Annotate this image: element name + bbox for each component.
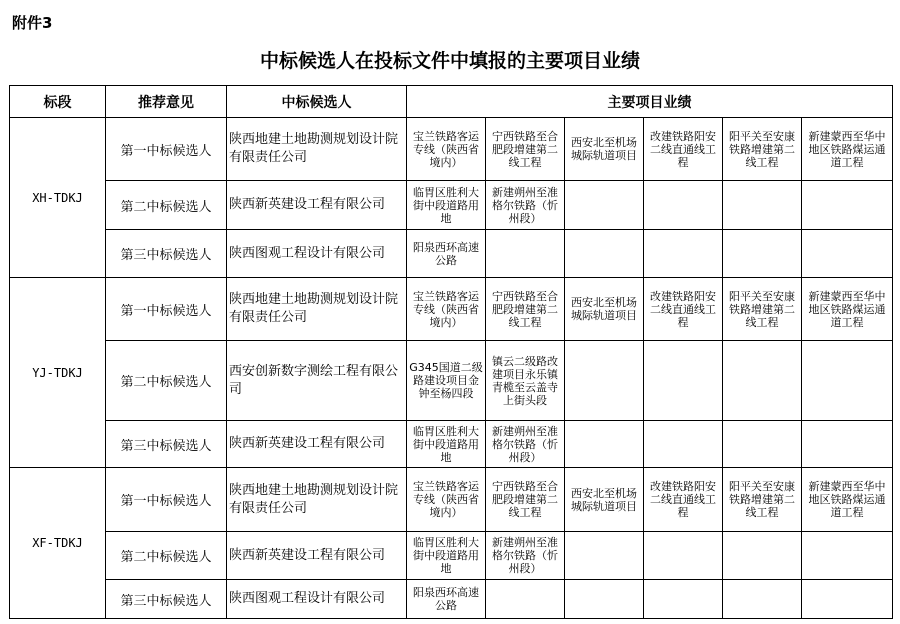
section-code: XF-TDKJ: [10, 468, 106, 619]
candidate-cell: 陕西图观工程设计有限公司: [227, 230, 407, 278]
project-cell: 新建朔州至准格尔铁路（忻州段）: [486, 532, 565, 580]
project-cell: 阳平关至安康铁路增建第二线工程: [723, 278, 802, 341]
project-cell: 阳泉西环高速公路: [407, 580, 486, 619]
project-cell: 西安北至机场城际轨道项目: [565, 278, 644, 341]
header-row: [10, 86, 893, 118]
project-cell: [644, 181, 723, 230]
table-row: [10, 278, 893, 341]
project-cell: 临胃区胜利大街中段道路用地: [407, 532, 486, 580]
project-cell: 宁西铁路至合肥段增建第二线工程: [486, 118, 565, 181]
project-cell: [644, 230, 723, 278]
table-row: [10, 468, 893, 532]
recommendation-cell: 第三中标候选人: [106, 230, 227, 278]
project-cell: [723, 532, 802, 580]
project-cell: G345国道二级路建设项目金钟至杨四段: [407, 341, 486, 421]
project-cell: 宝兰铁路客运专线（陕西省境内）: [407, 278, 486, 341]
project-cell: [644, 421, 723, 468]
project-cell: 改建铁路阳安二线直通线工程: [644, 468, 723, 532]
project-cell: [486, 580, 565, 619]
project-cell: [565, 421, 644, 468]
header-projects: 主要项目业绩: [407, 86, 893, 118]
project-cell: [723, 181, 802, 230]
project-cell: [723, 230, 802, 278]
project-cell: [565, 230, 644, 278]
project-cell: [565, 580, 644, 619]
section-code: YJ-TDKJ: [10, 278, 106, 468]
table-row: [10, 230, 893, 278]
recommendation-cell: 第三中标候选人: [106, 580, 227, 619]
project-cell: [802, 421, 893, 468]
table-row: [10, 341, 893, 421]
recommendation-cell: 第一中标候选人: [106, 468, 227, 532]
project-cell: [802, 230, 893, 278]
candidate-cell: 陕西图观工程设计有限公司: [227, 580, 407, 619]
project-cell: 宝兰铁路客运专线（陕西省境内）: [407, 468, 486, 532]
candidate-cell: 西安创新数字测绘工程有限公司: [227, 341, 407, 421]
project-cell: 宁西铁路至合肥段增建第二线工程: [486, 468, 565, 532]
project-cell: 新建蒙西至华中地区铁路煤运通道工程: [802, 468, 893, 532]
project-cell: 阳泉西环高速公路: [407, 230, 486, 278]
header-section: 标段: [10, 86, 106, 118]
project-cell: [644, 580, 723, 619]
recommendation-cell: 第二中标候选人: [106, 532, 227, 580]
candidate-cell: 陕西新英建设工程有限公司: [227, 532, 407, 580]
table-row: [10, 532, 893, 580]
recommendation-cell: 第二中标候选人: [106, 181, 227, 230]
project-cell: [802, 532, 893, 580]
project-cell: [644, 532, 723, 580]
project-cell: 西安北至机场城际轨道项目: [565, 468, 644, 532]
project-cell: 改建铁路阳安二线直通线工程: [644, 278, 723, 341]
project-cell: [723, 421, 802, 468]
project-cell: 西安北至机场城际轨道项目: [565, 118, 644, 181]
project-cell: [802, 580, 893, 619]
table-row: [10, 421, 893, 468]
table-row: [10, 181, 893, 230]
candidate-cell: 陕西新英建设工程有限公司: [227, 421, 407, 468]
project-cell: 宝兰铁路客运专线（陕西省境内）: [407, 118, 486, 181]
table-row: [10, 580, 893, 619]
recommendation-cell: 第三中标候选人: [106, 421, 227, 468]
project-cell: [802, 181, 893, 230]
header-recommendation: 推荐意见: [106, 86, 227, 118]
section-code: XH-TDKJ: [10, 118, 106, 278]
performance-table: [9, 85, 893, 619]
project-cell: [486, 230, 565, 278]
project-cell: 宁西铁路至合肥段增建第二线工程: [486, 278, 565, 341]
recommendation-cell: 第一中标候选人: [106, 118, 227, 181]
document-title: 中标候选人在投标文件中填报的主要项目业绩: [259, 50, 640, 72]
candidate-cell: 陕西新英建设工程有限公司: [227, 181, 407, 230]
project-cell: [565, 181, 644, 230]
project-cell: 镇云二级路改建项目永乐镇青榄至云盖寺上街头段: [486, 341, 565, 421]
project-cell: 新建朔州至准格尔铁路（忻州段）: [486, 421, 565, 468]
recommendation-cell: 第二中标候选人: [106, 341, 227, 421]
project-cell: 临胃区胜利大街中段道路用地: [407, 181, 486, 230]
project-cell: 临胃区胜利大街中段道路用地: [407, 421, 486, 468]
project-cell: [723, 341, 802, 421]
project-cell: [644, 341, 723, 421]
recommendation-cell: 第一中标候选人: [106, 278, 227, 341]
candidate-cell: 陕西地建土地勘测规划设计院有限责任公司: [227, 278, 407, 341]
project-cell: [723, 580, 802, 619]
project-cell: [565, 341, 644, 421]
table-row: [10, 118, 893, 181]
project-cell: 新建蒙西至华中地区铁路煤运通道工程: [802, 118, 893, 181]
header-candidate: 中标候选人: [227, 86, 407, 118]
project-cell: 阳平关至安康铁路增建第二线工程: [723, 468, 802, 532]
project-cell: 阳平关至安康铁路增建第二线工程: [723, 118, 802, 181]
candidate-cell: 陕西地建土地勘测规划设计院有限责任公司: [227, 468, 407, 532]
project-cell: 新建朔州至准格尔铁路（忻州段）: [486, 181, 565, 230]
project-cell: 新建蒙西至华中地区铁路煤运通道工程: [802, 278, 893, 341]
project-cell: [565, 532, 644, 580]
project-cell: [802, 341, 893, 421]
project-cell: 改建铁路阳安二线直通线工程: [644, 118, 723, 181]
candidate-cell: 陕西地建土地勘测规划设计院有限责任公司: [227, 118, 407, 181]
attachment-label: 附件3: [12, 14, 53, 32]
